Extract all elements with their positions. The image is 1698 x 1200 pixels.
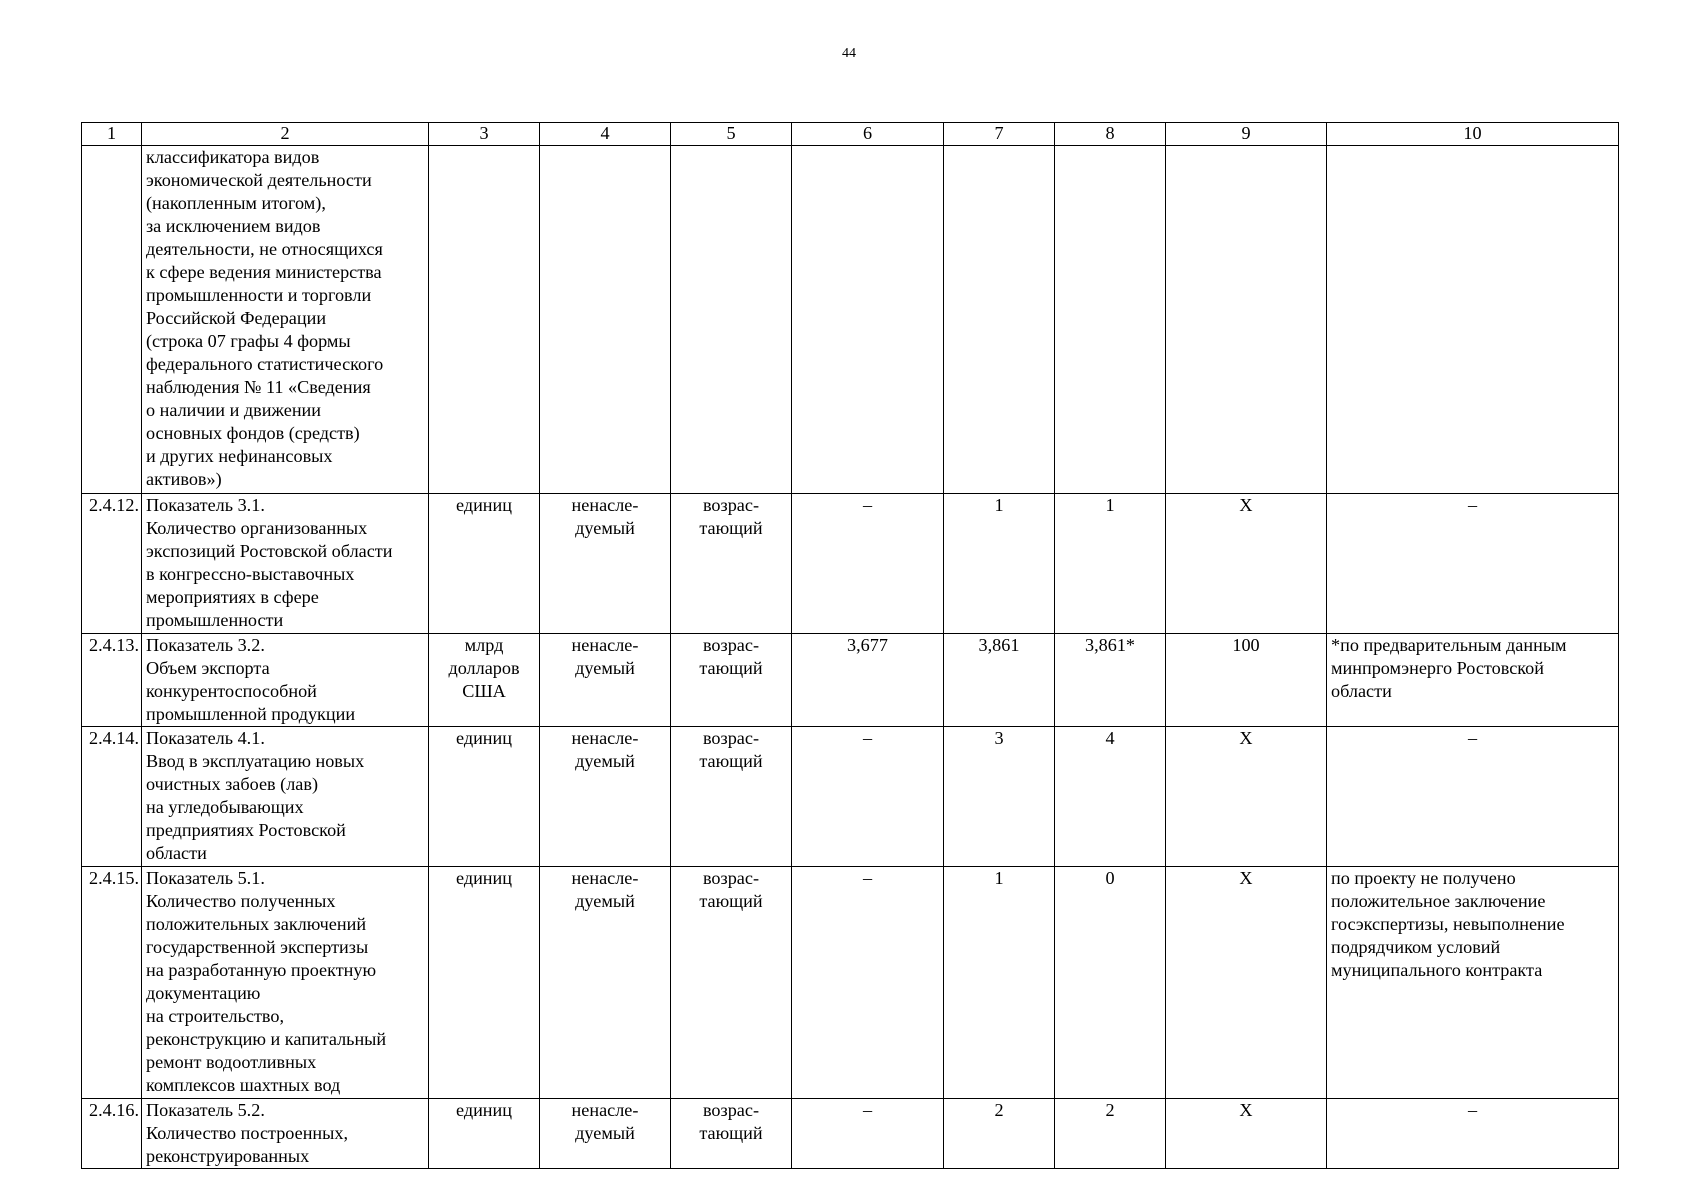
value-cell: – <box>792 727 944 867</box>
column-header: 1 <box>82 123 142 146</box>
value-cell: – <box>792 494 944 634</box>
type-cell: ненасле- дуемый <box>540 1099 671 1169</box>
row-number: 2.4.12. <box>82 494 142 634</box>
value-cell: 1 <box>944 867 1055 1099</box>
value-cell: 2 <box>1055 1099 1166 1169</box>
value-cell: X <box>1166 867 1327 1099</box>
type-cell: ненасле- дуемый <box>540 494 671 634</box>
indicator-name: Показатель 5.2. Количество построенных, реконструированных <box>142 1099 429 1169</box>
type-cell: ненасле- дуемый <box>540 727 671 867</box>
indicator-name: классификатора видов экономической деятельности (накопленным итогом), за исключением видов деятельности, не относящихся к сфере ведения министерства промышленности и торговли Российской Федерации (строка 07 графы 4 формы федерального статистического наблюдения № 11 «Сведения о наличии и движении основных фондов (средств) и других нефинансовых активов») <box>142 146 429 494</box>
unit-cell: единиц <box>429 1099 540 1169</box>
page-number: 44 <box>842 46 856 61</box>
unit-cell: единиц <box>429 727 540 867</box>
row-number: 2.4.13. <box>82 634 142 727</box>
note-cell: – <box>1327 727 1619 867</box>
type-cell: ненасле- дуемый <box>540 867 671 1099</box>
indicator-name: Показатель 3.1. Количество организованных экспозиций Ростовской области в конгрессно-выставочных мероприятиях в сфере промышленности <box>142 494 429 634</box>
row-number: 2.4.15. <box>82 867 142 1099</box>
note-cell: – <box>1327 1099 1619 1169</box>
value-cell: 3,861* <box>1055 634 1166 727</box>
value-cell: X <box>1166 1099 1327 1169</box>
unit-cell: млрд долларов США <box>429 634 540 727</box>
value-cell: 2 <box>944 1099 1055 1169</box>
value-cell: 3 <box>944 727 1055 867</box>
column-header: 8 <box>1055 123 1166 146</box>
column-header: 3 <box>429 123 540 146</box>
value-cell: X <box>1166 494 1327 634</box>
direction-cell: возрас- тающий <box>671 867 792 1099</box>
type-cell <box>540 146 671 494</box>
table-row <box>82 727 1619 867</box>
column-header: 4 <box>540 123 671 146</box>
value-cell: 3,677 <box>792 634 944 727</box>
value-cell: – <box>792 867 944 1099</box>
column-header: 9 <box>1166 123 1327 146</box>
direction-cell: возрас- тающий <box>671 494 792 634</box>
value-cell <box>944 146 1055 494</box>
value-cell: 1 <box>1055 494 1166 634</box>
unit-cell: единиц <box>429 867 540 1099</box>
value-cell <box>792 146 944 494</box>
table-row <box>82 146 1619 494</box>
value-cell: – <box>792 1099 944 1169</box>
indicators-table <box>81 122 1619 1169</box>
value-cell: 100 <box>1166 634 1327 727</box>
note-cell: – <box>1327 494 1619 634</box>
indicator-name: Показатель 4.1. Ввод в эксплуатацию новых очистных забоев (лав) на угледобывающих предприятиях Ростовской области <box>142 727 429 867</box>
type-cell: ненасле- дуемый <box>540 634 671 727</box>
value-cell: 0 <box>1055 867 1166 1099</box>
unit-cell: единиц <box>429 494 540 634</box>
table-row <box>82 867 1619 1099</box>
note-cell: *по предварительным данным минпромэнерго Ростовской области <box>1327 634 1619 727</box>
value-cell: 3,861 <box>944 634 1055 727</box>
column-header: 7 <box>944 123 1055 146</box>
table-row <box>82 494 1619 634</box>
direction-cell <box>671 146 792 494</box>
indicator-name: Показатель 3.2. Объем экспорта конкурентоспособной промышленной продукции <box>142 634 429 727</box>
direction-cell: возрас- тающий <box>671 1099 792 1169</box>
direction-cell: возрас- тающий <box>671 727 792 867</box>
column-header: 6 <box>792 123 944 146</box>
row-number: 2.4.16. <box>82 1099 142 1169</box>
value-cell <box>1055 146 1166 494</box>
row-number: 2.4.14. <box>82 727 142 867</box>
header-row <box>82 123 1619 146</box>
indicator-name: Показатель 5.1. Количество полученных положительных заключений государственной экспертизы на разработанную проектную документацию на строительство, реконструкцию и капитальный ремонт водоотливных комплексов шахтных вод <box>142 867 429 1099</box>
value-cell: 1 <box>944 494 1055 634</box>
value-cell: X <box>1166 727 1327 867</box>
column-header: 5 <box>671 123 792 146</box>
table-row <box>82 1099 1619 1169</box>
column-header: 10 <box>1327 123 1619 146</box>
row-number <box>82 146 142 494</box>
note-cell <box>1327 146 1619 494</box>
unit-cell <box>429 146 540 494</box>
note-cell: по проекту не получено положительное заключение госэкспертизы, невыполнение подрядчиком условий муниципального контракта <box>1327 867 1619 1099</box>
direction-cell: возрас- тающий <box>671 634 792 727</box>
value-cell: 4 <box>1055 727 1166 867</box>
column-header: 2 <box>142 123 429 146</box>
value-cell <box>1166 146 1327 494</box>
table-row <box>82 634 1619 727</box>
